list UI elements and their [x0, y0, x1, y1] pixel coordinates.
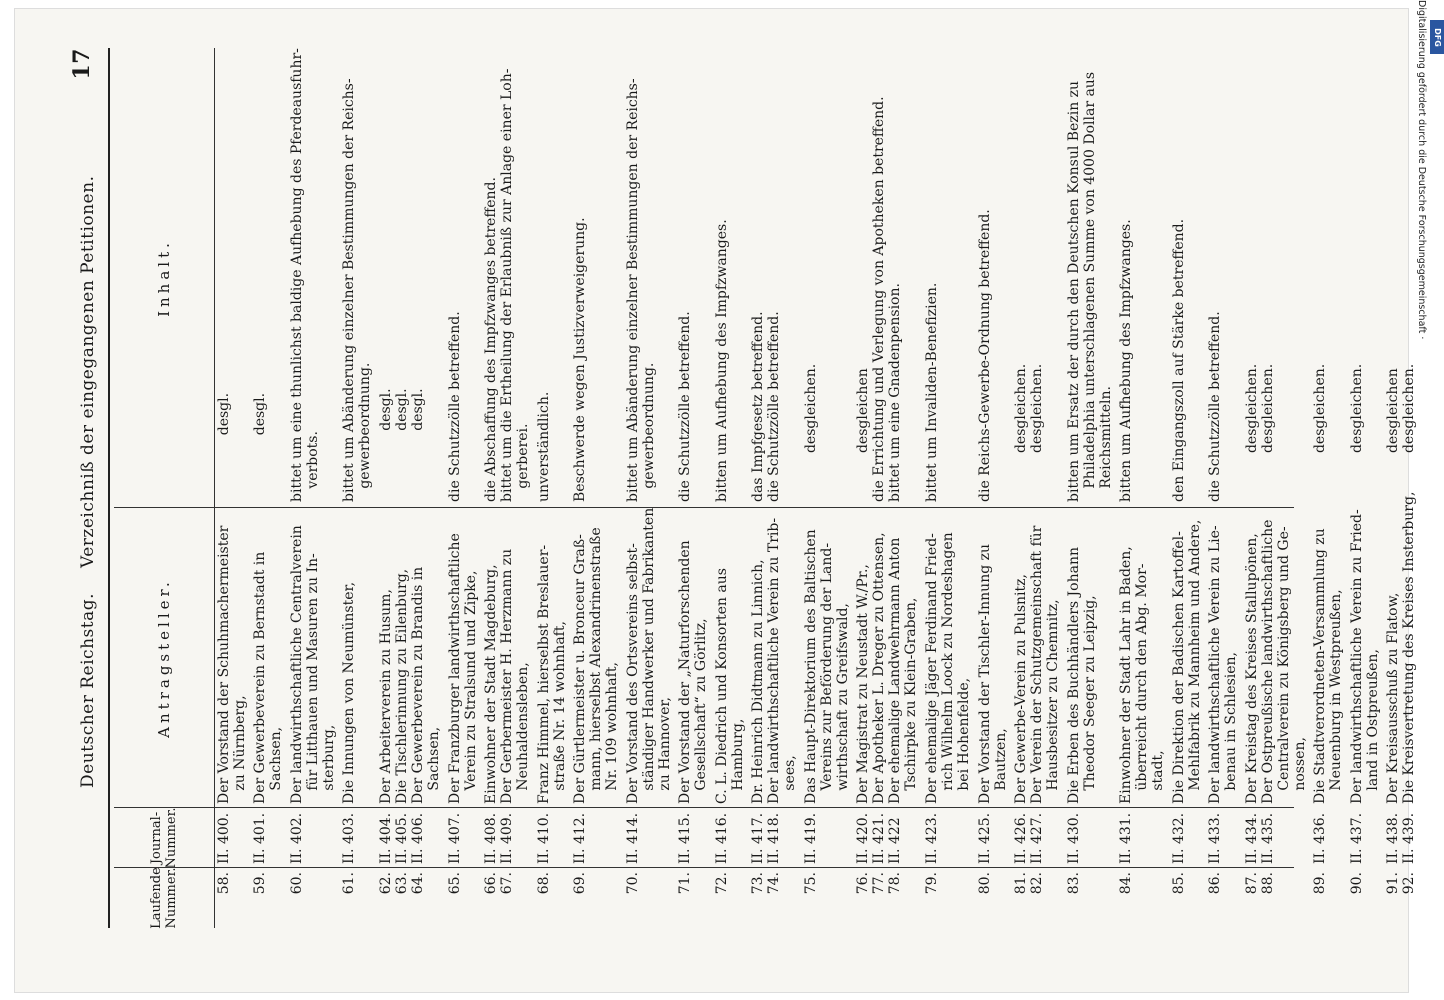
applicant: Einwohner der Stadt Lahr in Baden, überreicht durch den Abg. Mor- stadt, — [1118, 546, 1167, 804]
applicant: Der Kreistag des Kreises Stallupönen, Der Ostpreußische landwirthschaftliche Centralverein zu Königsberg und Ge- nossen, — [1243, 519, 1308, 804]
page-header — [69, 48, 114, 928]
journal-number: II. 420. II. 421. II. 422 — [855, 812, 904, 864]
row-number: 90. — [1348, 872, 1365, 895]
row-number: 85. — [1170, 872, 1187, 895]
journal-number: II. 400. — [216, 812, 232, 864]
content: bittet um Abänderung einzelner Bestimmungen der Reichs- gewerbeordnung. — [624, 78, 657, 502]
applicant: Franz Himmel, hierselbst Breslauer- straße Nr. 14 wohnhaft, — [535, 544, 568, 804]
content: die Abschaffung des Impfzwanges betreffend. bittet um die Ertheilung der Erlaubniß zur Anlage einer Loh- gerberei. — [483, 68, 531, 502]
journal-number: II. 417. II. 418. — [750, 812, 782, 864]
column-header-rule — [214, 48, 215, 928]
row-number: 66. 67. — [483, 872, 515, 895]
journal-number: II. 404. II. 405. II. 406. — [377, 812, 426, 864]
journal-number: II. 433. — [1207, 812, 1224, 864]
col-antragsteller: Antragsteller. — [154, 578, 173, 738]
applicant: Das Haupt-Direktorium des Baltischen Vereins zur Beförderung der Land- wirthschaft zu Greifswald, — [802, 529, 851, 804]
applicant: Die Direktion der Badischen Kartoffel- Mehlfabrik zu Mannheim und Andere, — [1170, 519, 1203, 804]
journal-number: II. 412. — [572, 812, 588, 864]
row-number: 70. — [624, 872, 641, 895]
column-header — [114, 48, 214, 928]
applicant: Der Kreisausschuß zu Flatow, Die Kreisvertretung des Kreises Insterburg, — [1385, 491, 1418, 804]
content: desgleichen. — [1348, 363, 1365, 502]
content: den Eingangszoll auf Stärke betreffend. — [1170, 218, 1187, 502]
applicant: Der Vorstand des Ortsvereins selbst- ständiger Handwerker und Fabrikanten zu Hannover, — [624, 507, 673, 804]
applicant: Der Gewerbeverein zu Bernstadt in Sachsen, — [252, 551, 285, 804]
applicant: Dr. Heinrich Didtmann zu Linnich, Der landwirthschaftliche Verein zu Trib- sees, — [750, 517, 798, 804]
content: desgl. — [216, 392, 232, 502]
applicant: Der Vorstand der „Naturforschenden Gesellschaft“ zu Görlitz, — [677, 540, 710, 804]
row-number: 81. 82. — [1013, 872, 1045, 895]
row-number: 79. — [924, 872, 940, 895]
header-title: Verzeichniß der eingegangenen Petitionen. — [78, 175, 98, 568]
digitization-note — [1410, 0, 1432, 1000]
digitization-note-text: Digitalisierung gefördert durch die Deutsche Forschungsgemeinschaft · — [1416, 0, 1427, 340]
applicant: Der Magistrat zu Neustadt W./Pr., Der Apotheker L. Dreger zu Ottensen, Der ehemalige Landwehrmann Anton Tschirpke zu Klein-Graben, — [855, 532, 920, 804]
content: desgl. desgl. desgl. — [377, 388, 426, 431]
col-laufende: Laufende Nummer. — [149, 867, 179, 929]
row-number: 91. 92. — [1385, 872, 1418, 895]
page-content — [69, 48, 1418, 929]
content: bitten um Aufhebung des Impfzwanges. — [1118, 219, 1135, 502]
applicant: Der landwirthschaftliche Centralverein für Litthauen und Masuren zu In- sterburg, — [288, 525, 337, 804]
row-number: 69. — [572, 872, 588, 895]
content: das Impfgesetz betreffend. die Schutzzölle betreffend. — [750, 311, 782, 502]
header-left-title: Deutscher Reichstag. — [78, 593, 98, 788]
row-number: 62. 63. 64. — [377, 872, 426, 895]
content: desgleichen die Errichtung und Verlegung von Apotheken betreffend. bittet um eine Gnadenpension. — [855, 96, 904, 502]
journal-number: II. 432. — [1170, 812, 1187, 864]
page-number: 17 — [69, 48, 95, 80]
content: desgleichen. — [1312, 363, 1329, 502]
row-number: 71. — [677, 872, 694, 895]
column-divider — [114, 507, 1294, 508]
journal-number: II. 425. — [976, 812, 993, 864]
applicant: Der ehemalige Jäger Ferdinand Fried- rich Wilhelm Loock zu Nordeshagen bei Hohenfelde, — [924, 532, 972, 804]
content: desgl. — [252, 392, 269, 502]
journal-number: II. 430. — [1065, 812, 1082, 864]
content: unverständlich. — [535, 391, 552, 502]
row-number: 72. — [713, 872, 730, 895]
journal-number: II. 414. — [624, 812, 641, 864]
row-number: 65. — [446, 872, 463, 895]
row-number: 60. — [288, 872, 305, 895]
content: desgleichen desgleichen. — [1385, 363, 1418, 454]
applicant: Der landwirthschaftliche Verein zu Lie- benau in Schlesien, — [1207, 525, 1240, 804]
row-number: 59. — [252, 872, 269, 895]
applicant: C. L. Diedrich und Konsorten aus Hamburg, — [713, 568, 746, 804]
column-divider — [114, 807, 1294, 808]
content: bittet um Abänderung einzelner Bestimmungen der Reichs- gewerbeordnung. — [341, 78, 374, 502]
content: Beschwerde wegen Justizverweigerung. — [572, 217, 588, 502]
header-rule — [108, 48, 110, 928]
row-number: 73. 74. — [750, 872, 782, 895]
row-number: 80. — [976, 872, 993, 895]
applicant: Die Innungen von Neumünster, — [341, 581, 358, 804]
journal-number: II. 434. II. 435. — [1243, 812, 1276, 864]
applicant: Der landwirthschaftliche Verein zu Fried- land in Ostpreußen, — [1348, 509, 1381, 804]
applicant: Der Gürtlermeister u. Bronceur Graß- mann, hierselbst Alexandrinenstraße Nr. 109 wohnhaft, — [572, 527, 620, 804]
row-number: 87. 88. — [1243, 872, 1276, 895]
content: desgleichen. desgleichen. — [1243, 363, 1276, 454]
journal-number: II. 416. — [713, 812, 730, 864]
content: die Reichs-Gewerbe-Ordnung betreffend. — [976, 209, 993, 502]
applicant: Der Vorstand der Schuhmachermeister zu Nürnberg, — [216, 525, 248, 804]
journal-number: II. 431. — [1118, 812, 1135, 864]
journal-number: II. 407. — [446, 812, 463, 864]
row-number: 89. — [1312, 872, 1329, 895]
journal-number: II. 436. — [1312, 812, 1329, 864]
applicant: Der Arbeiterverein zu Husum, Die Tischlerinnung zu Eilenburg, Der Gewerbeverein zu Brandis in Sachsen, — [377, 566, 442, 804]
applicant: Der Vorstand der Tischler-Innung zu Bautzen, — [976, 543, 1009, 804]
journal-number: II. 437. — [1348, 812, 1365, 864]
content: bittet um Invaliden-Benefizien. — [924, 282, 940, 502]
content: desgleichen. desgleichen. — [1013, 363, 1045, 454]
applicant: Einwohner der Stadt Magdeburg, Der Gerbermeister H. Herzmann zu Neuhaldensleben, — [483, 548, 531, 804]
row-number: 58. — [216, 872, 232, 895]
content: die Schutzzölle betreffend. — [1207, 311, 1224, 502]
col-inhalt: Inhalt. — [154, 239, 173, 317]
content: desgleichen. — [802, 363, 819, 502]
applicant: Die Erben des Buchhändlers Johann Theodor Seeger zu Leipzig, — [1065, 547, 1098, 804]
journal-number: II. 401. — [252, 812, 269, 864]
dfg-logo: DFG — [1430, 20, 1444, 54]
applicant: Der Gewerbe-Verein zu Pulsnitz, Der Verein der Schutzgemeinschaft für Hausbesitzer zu Chemnitz, — [1013, 525, 1061, 804]
journal-number: II. 438. II. 439. — [1385, 812, 1418, 864]
journal-number: II. 419. — [802, 812, 819, 864]
journal-number: II. 415. — [677, 812, 694, 864]
row-number: 83. — [1065, 872, 1082, 895]
row-number: 61. — [341, 872, 358, 895]
journal-number: II. 426. II. 427. — [1013, 812, 1045, 864]
journal-number: II. 408. II. 409. — [483, 812, 515, 864]
journal-number: II. 402. — [288, 812, 305, 864]
applicant: Die Stadtverordneten-Versammlung zu Neuenburg in Westpreußen, — [1312, 528, 1345, 804]
content: die Schutzzölle betreffend. — [677, 311, 694, 502]
journal-number: II. 423. — [924, 812, 940, 864]
content: bittet um eine thunlichst baldige Aufhebung des Pferdeausfuhr- verbots. — [288, 48, 321, 502]
applicant: Der Franzburger landwirthschaftliche Verein zu Stralsund und Zipke, — [446, 533, 479, 804]
journal-number: II. 410. — [535, 812, 552, 864]
column-divider — [114, 867, 1294, 868]
content: die Schutzzölle betreffend. — [446, 311, 463, 502]
journal-number: II. 403. — [341, 812, 358, 864]
content: bitten um Aufhebung des Impfzwanges. — [713, 219, 730, 502]
col-journal: Journal-Nummer. — [149, 807, 179, 869]
row-number: 86. — [1207, 872, 1224, 895]
row-number: 68. — [535, 872, 552, 895]
row-number: 84. — [1118, 872, 1135, 895]
content: bitten um Ersatz der durch den Deutschen Konsul Bezin zu Philadelphia unterschlagenen Summe von 4000 Dollar aus Reichsmitteln. — [1065, 71, 1114, 502]
row-number: 76. 77. 78. — [855, 872, 904, 895]
row-number: 75. — [802, 872, 819, 895]
